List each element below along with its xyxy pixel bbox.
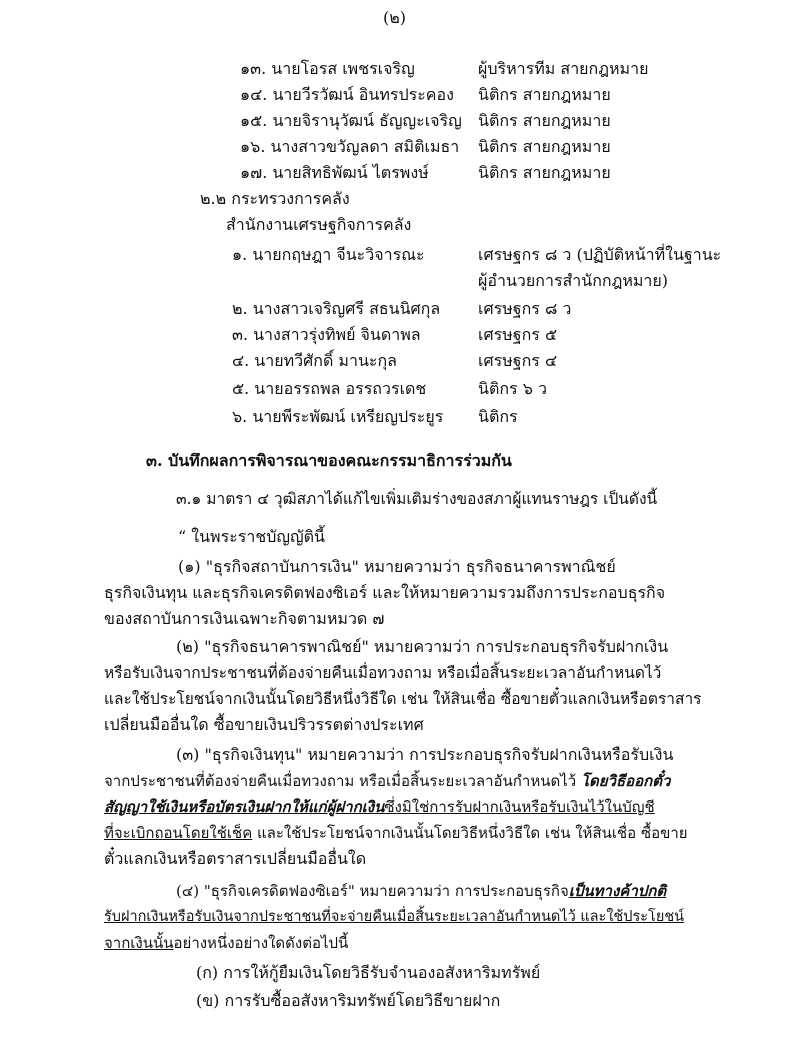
section-heading: ๓. บันทึกผลการพิจารณาของคณะกรรมาธิการร่วมกัน <box>146 451 512 470</box>
member-name: ๓. นางสาวรุ่งทิพย์ จินดาพล <box>232 325 421 344</box>
member-title: ผู้บริหารทีม สายกฎหมาย <box>478 59 649 78</box>
member-name: ๑๕. นายจิรานุวัฒน์ ธัญญะเจริญ <box>240 111 462 130</box>
definition-segment: จากประชาชนที่ต้องจ่ายคืนเมื่อทวงถาม หรือเมื่อสิ้นระยะเวลาอันกำหนดไว้ <box>104 772 581 790</box>
member-name: ๑๗. นายสิทธิพัฒน์ ไตรพงษ์ <box>240 163 429 182</box>
amended-text: ซึ่งมิใช่การรับฝากเงินหรือรับเงินไว้ในบัญชี <box>384 798 655 816</box>
definition-segment: (๔) "ธุรกิจเครดิตฟองซิเอร์" หมายความว่า การประกอบธุรกิจ <box>176 882 569 900</box>
definition-segment: และใช้ประโยชน์จากเงินนั้นโดยวิธีหนึ่งวิธีใด เช่น ให้สินเชื่อ ซื้อขาย <box>252 824 688 842</box>
amended-text: ที่จะเบิกถอนโดยใช้เช็ค <box>104 824 253 842</box>
definition-text: ตั๋วแลกเงินหรือตราสารเปลี่ยนมืออื่นใด <box>104 849 367 868</box>
definition-text <box>176 880 666 902</box>
subsection-heading: ๓.๑ มาตรา ๔ วุฒิสภาได้แก้ไขเพิ่มเติมร่างของสภาผู้แทนราษฎร เป็นดังนี้ <box>176 490 658 508</box>
amended-text: จากเงินนั้น <box>104 934 174 952</box>
member-name: ๔. นายทวีศักดิ์ มานะกุล <box>232 351 397 370</box>
page-number: (๒) <box>383 8 407 27</box>
definition-text: หรือรับเงินจากประชาชนที่ต้องจ่ายคืนเมื่อทวงถาม หรือเมื่อสิ้นระยะเวลาอันกำหนดไว้ <box>104 664 662 682</box>
section-heading: ๒.๒ กระทรวงการคลัง <box>200 189 350 208</box>
member-name: ๒. นางสาวเจริญศรี สธนนิศกุล <box>232 299 441 318</box>
amended-text: เป็นทางค้าปกติ <box>568 882 667 900</box>
member-title: นิติกร สายกฎหมาย <box>478 163 611 182</box>
definition-text: และใช้ประโยชน์จากเงินนั้นโดยวิธีหนึ่งวิธีใด เช่น ให้สินเชื่อ ซื้อขายตั๋วแลกเงินหรือตราสาร <box>104 690 702 708</box>
member-title: นิติกร ๖ ว <box>478 379 547 398</box>
definition-text <box>104 932 348 954</box>
member-title: เศรษฐกร ๕ <box>478 325 558 344</box>
member-title: นิติกร สายกฎหมาย <box>478 111 611 130</box>
definition-text: เปลี่ยนมืออื่นใด ซื้อขายเงินปริวรรตต่างประเทศ <box>104 715 424 734</box>
intro-line: “ ในพระราชบัญญัตินี้ <box>178 527 325 546</box>
definition-text: (๓) "ธุรกิจเงินทุน" หมายความว่า การประกอบธุรกิจรับฝากเงินหรือรับเงิน <box>176 745 674 764</box>
definition-text <box>104 770 670 792</box>
amended-text: รับฝากเงินหรือรับเงินจากประชาชนที่จะจ่ายคืนเมื่อสิ้นระยะเวลาอันกำหนดไว้ และใช้ประโยชน์ <box>104 909 685 925</box>
office-heading: สำนักงานเศรษฐกิจการคลัง <box>226 215 412 234</box>
member-name: ๑๖. นางสาวขวัญลดา สมิติเมธา <box>240 137 460 156</box>
member-title: นิติกร สายกฎหมาย <box>478 137 611 156</box>
member-title: เศรษฐกร ๔ <box>478 351 558 370</box>
definition-item: (ข) การรับซื้ออสังหาริมทรัพย์โดยวิธีขายฝาก <box>196 991 501 1010</box>
member-name: ๕. นายอรรถพล อรรถวรเดช <box>232 379 427 398</box>
member-title-cont: ผู้อำนวยการสำนักกฎหมาย) <box>478 271 669 290</box>
member-name: ๑๓. นายโอรส เพชรเจริญ <box>240 59 415 78</box>
member-name: ๖. นายพีระพัฒน์ เหรียญประยูร <box>232 407 444 426</box>
member-name: ๑. นายกฤษฎา จีนะวิจารณะ <box>232 245 425 264</box>
member-title: นิติกร <box>478 407 518 426</box>
definition-text <box>104 822 688 844</box>
definition-item: (ก) การให้กู้ยืมเงินโดยวิธีรับจำนองอสังหาริมทรัพย์ <box>196 963 541 982</box>
amended-text: สัญญาใช้เงินหรือบัตรเงินฝากให้แก่ผู้ฝากเงิน <box>104 798 385 816</box>
member-name: ๑๔. นายวีรวัฒน์ อินทรประคอง <box>240 85 454 104</box>
definition-text <box>104 796 655 818</box>
member-title: เศรษฐกร ๘ ว <box>478 299 572 318</box>
amended-text: โดยวิธีออกตั๋ว <box>580 772 671 790</box>
definition-text: ธุรกิจเงินทุน และธุรกิจเครดิตฟองซิเอร์ และให้หมายความรวมถึงการประกอบธุรกิจ <box>104 583 666 602</box>
member-title: เศรษฐกร ๘ ว (ปฏิบัติหน้าที่ในฐานะ <box>478 245 722 264</box>
definition-text: (๒) "ธุรกิจธนาคารพาณิชย์" หมายความว่า การประกอบธุรกิจรับฝากเงิน <box>176 637 669 656</box>
definition-segment: อย่างหนึ่งอย่างใดดังต่อไปนี้ <box>173 934 349 952</box>
definition-text: (๑) "ธุรกิจสถาบันการเงิน" หมายความว่า ธุรกิจธนาคารพาณิชย์ <box>178 557 616 576</box>
definition-text: ของสถาบันการเงินเฉพาะกิจตามหมวด ๗ <box>104 609 385 628</box>
member-title: นิติกร สายกฎหมาย <box>478 85 611 104</box>
